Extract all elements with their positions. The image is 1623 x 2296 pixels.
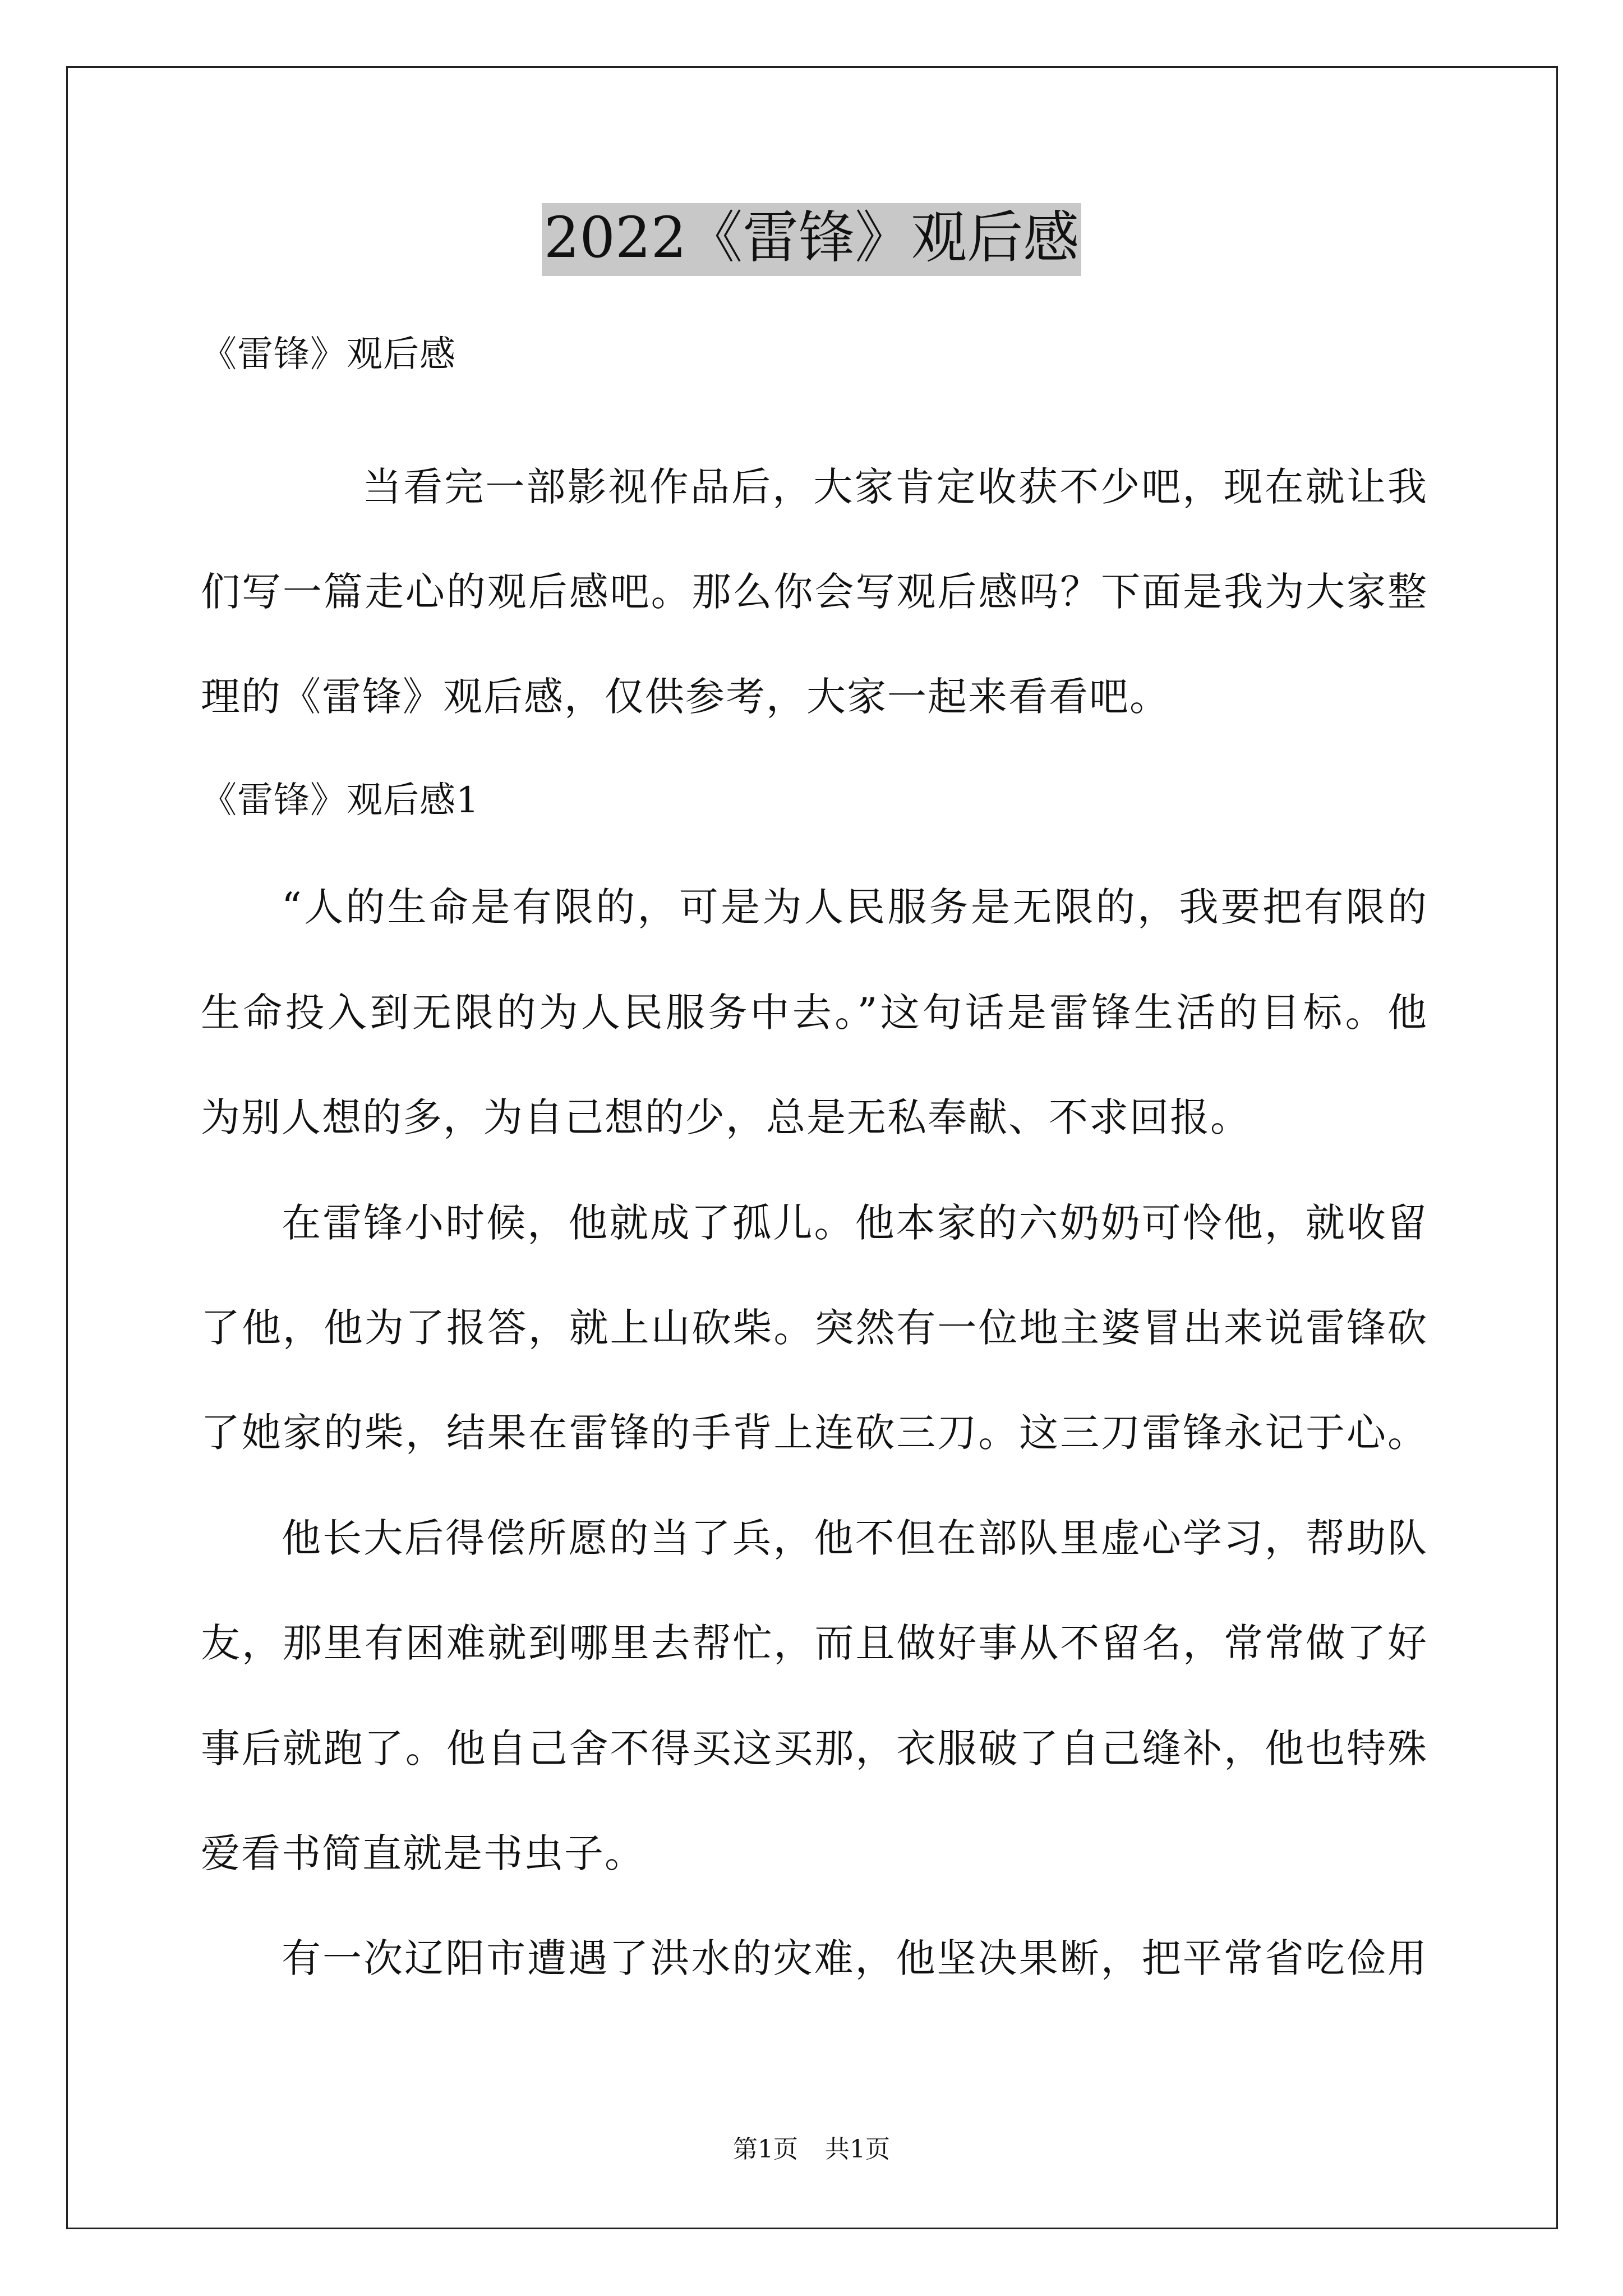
section-heading: 《雷锋》观后感 bbox=[201, 334, 456, 375]
page-total: 共1页 bbox=[825, 2135, 890, 2164]
paragraph-line: 事后就跑了。他自己舍不得买这买那，衣服破了自己缝补，他也特殊 bbox=[201, 1726, 1428, 1772]
document-title-text: 2022《雷锋》观后感 bbox=[542, 203, 1082, 276]
paragraph-line: 了他，他为了报答，就上山砍柴。突然有一位地主婆冒出来说雷锋砍 bbox=[201, 1305, 1428, 1351]
paragraph-line: 友，那里有困难就到哪里去帮忙，而且做好事从不留名，常常做了好 bbox=[201, 1620, 1428, 1666]
paragraph-line: 为别人想的多，为自己想的少，总是无私奉献、不求回报。 bbox=[201, 1094, 1251, 1140]
paragraph-line: 当看完一部影视作品后，大家肯定收获不少吧，现在就让我 bbox=[362, 464, 1428, 510]
paragraph-line: 了她家的柴，结果在雷锋的手背上连砍三刀。这三刀雷锋永记于心。 bbox=[201, 1410, 1428, 1456]
paragraph-line: 理的《雷锋》观后感，仅供参考，大家一起来看看吧。 bbox=[201, 674, 1170, 720]
paragraph-line: 们写一篇走心的观后感吧。那么你会写观后感吗？下面是我为大家整 bbox=[201, 569, 1428, 615]
paragraph-line: 他长大后得偿所愿的当了兵，他不但在部队里虚心学习，帮助队 bbox=[282, 1515, 1428, 1561]
paragraph-line: 生命投入到无限的为人民服务中去。”这句话是雷锋生活的目标。他 bbox=[201, 990, 1428, 1036]
paragraph-line: 有一次辽阳市遭遇了洪水的灾难，他坚决果断，把平常省吃俭用 bbox=[282, 1935, 1428, 1981]
page-border bbox=[66, 66, 1558, 2229]
page-footer bbox=[0, 2137, 1623, 2162]
page-number: 第1页 bbox=[733, 2135, 798, 2164]
section-heading: 《雷锋》观后感1 bbox=[201, 780, 479, 821]
document-title bbox=[0, 203, 1623, 276]
paragraph-line: “人的生命是有限的，可是为人民服务是无限的，我要把有限的 bbox=[282, 884, 1428, 930]
paragraph-line: 爱看书简直就是书虫子。 bbox=[201, 1830, 645, 1876]
paragraph-line: 在雷锋小时候，他就成了孤儿。他本家的六奶奶可怜他，就收留 bbox=[282, 1200, 1428, 1246]
